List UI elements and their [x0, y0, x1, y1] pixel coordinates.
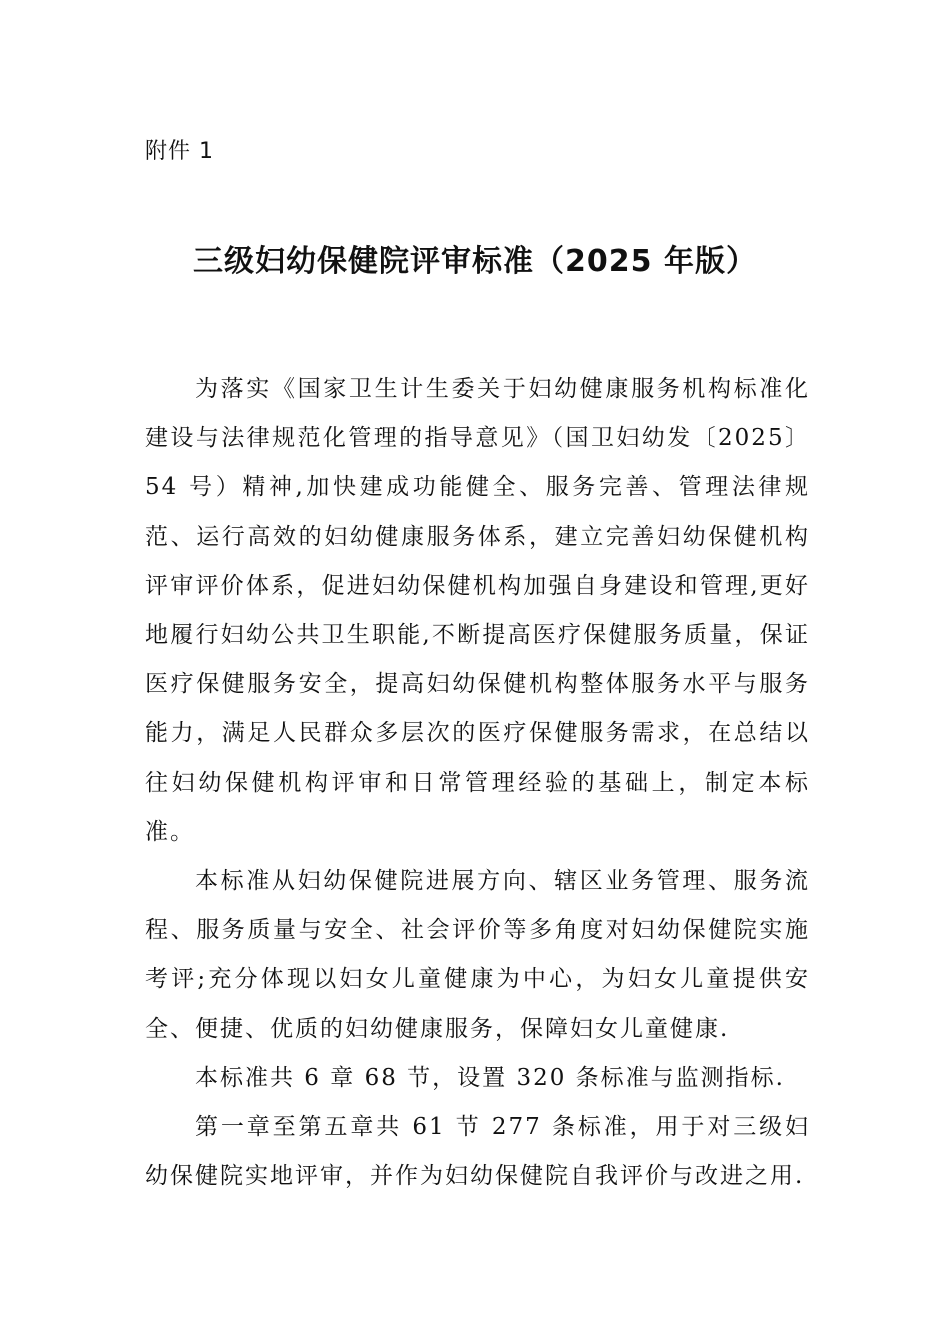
body-paragraph-1: 为落实《国家卫生计生委关于妇幼健康服务机构标准化建设与法律规范化管理的指导意见》（国卫妇幼发〔2025〕54 号）精神,加快建成功能健全、服务完善、管理法律规范、运行高效的妇幼健康服务体系，建立完善妇幼保健机构评审评价体系，促进妇幼保健机构加强自身建设和管理,更好地履行妇幼公共卫生职能,不断提高医疗保健服务质量，保证医疗保健服务安全，提高妇幼保健机构整体服务水平与服务能力，满足人民群众多层次的医疗保健服务需求，在总结以往妇幼保健机构评审和日常管理经验的基础上，制定本标准。	[145, 376, 810, 845]
document-body	[145, 365, 810, 1201]
attachment-label: 附件 1	[145, 139, 214, 164]
body-paragraph-3: 本标准共 6 章 68 节，设置 320 条标准与监测指标.	[195, 1064, 785, 1091]
body-paragraph-2: 本标准从妇幼保健院进展方向、辖区业务管理、服务流程、服务质量与安全、社会评价等多角度对妇幼保健院实施考评;充分体现以妇女儿童健康为中心，为妇女儿童提供安全、便捷、优质的妇幼健康服务，保障妇女儿童健康.	[145, 868, 810, 1042]
body-paragraph-4: 第一章至第五章共 61 节 277 条标准，用于对三级妇幼保健院实地评审，并作为妇幼保健院自我评价与改进之用.	[145, 1114, 810, 1190]
document-title: 三级妇幼保健院评审标准（2025 年版）	[193, 244, 757, 279]
